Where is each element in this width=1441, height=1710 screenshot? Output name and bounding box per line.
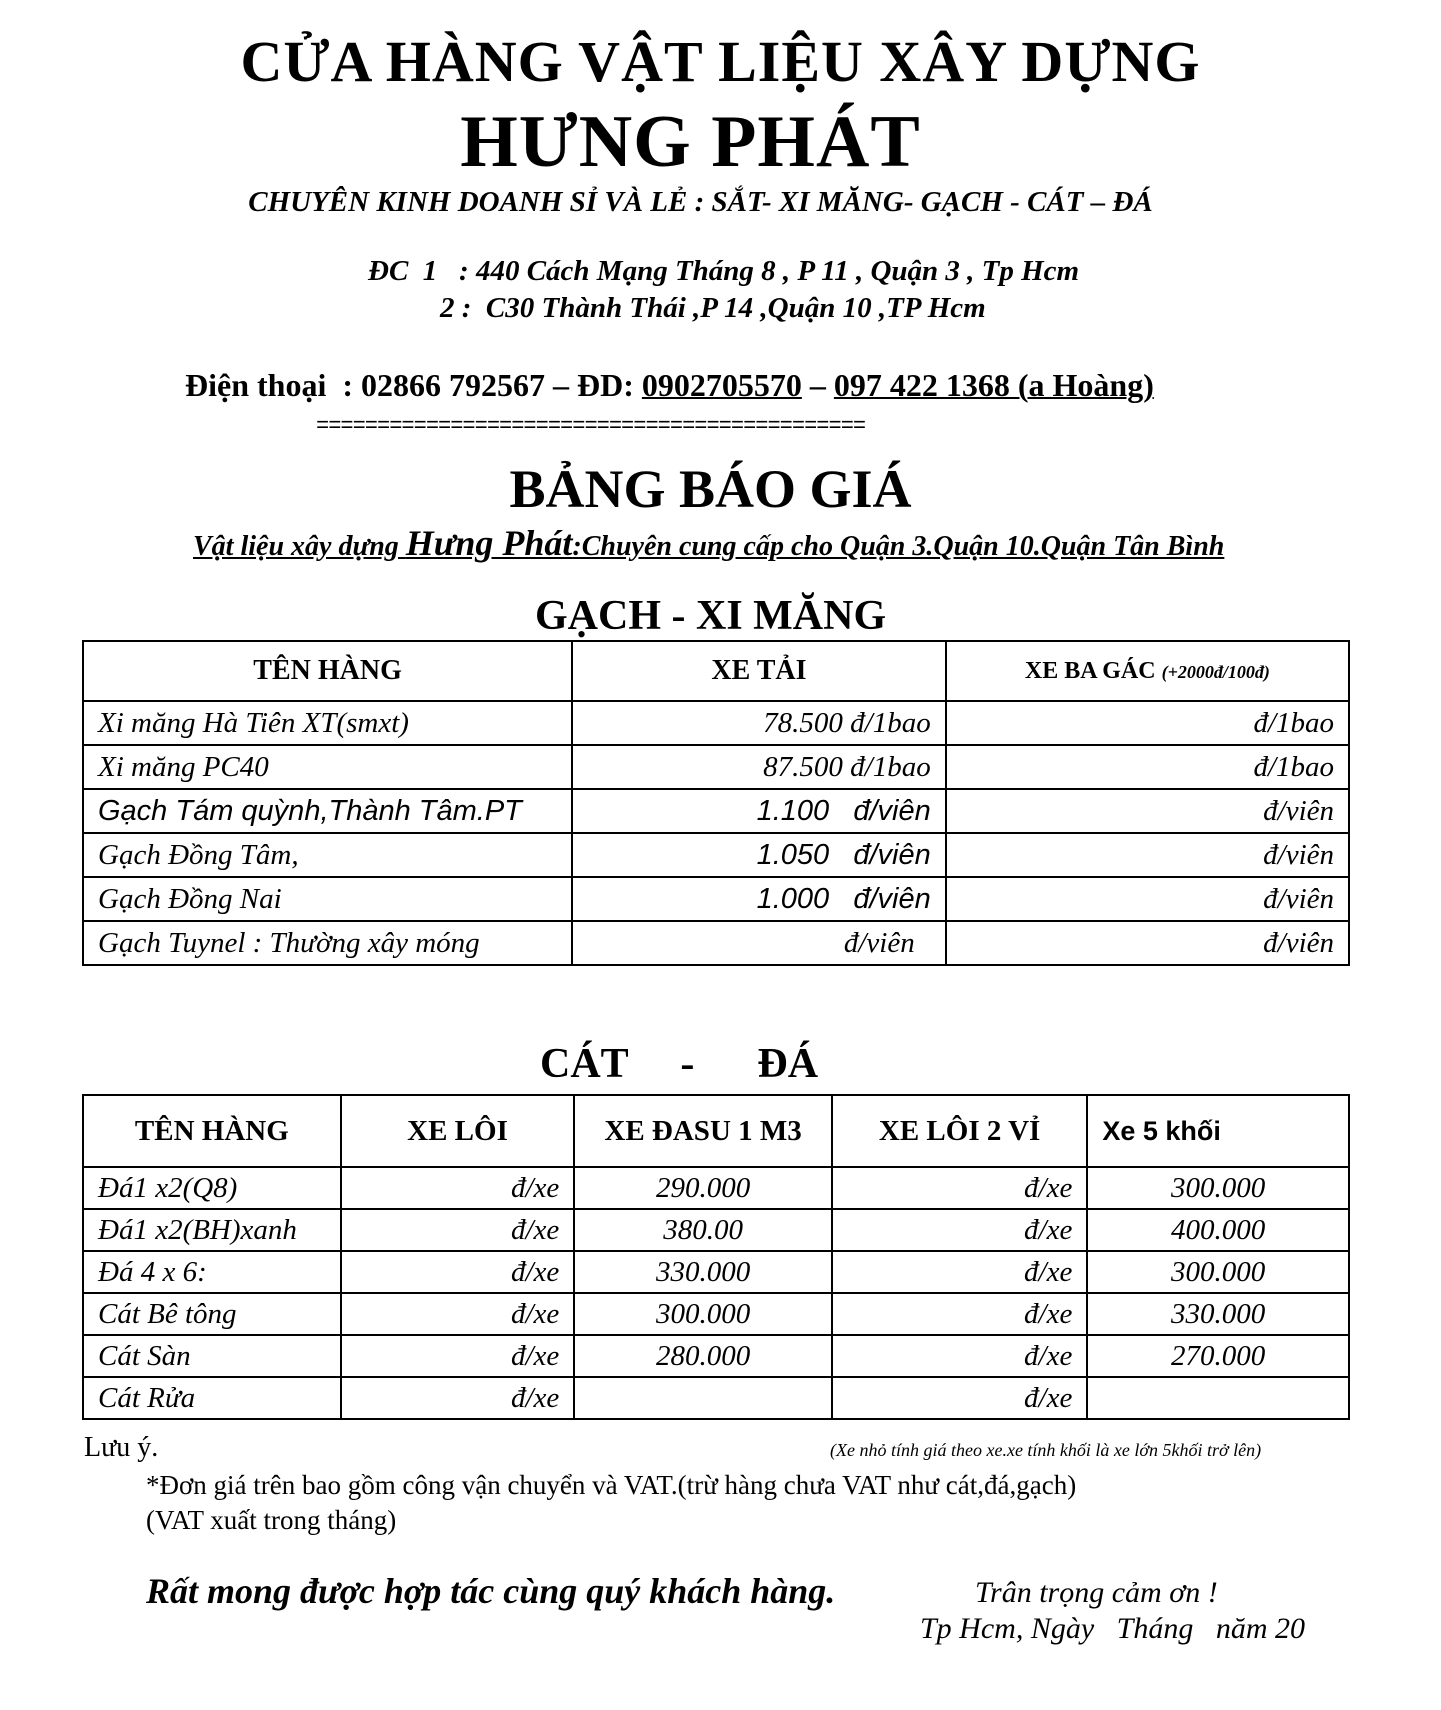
item-name: Cát Bê tông bbox=[83, 1293, 341, 1335]
phone-separator: – bbox=[801, 367, 834, 403]
phone-mobile-2: 097 422 1368 (a Hoàng) bbox=[833, 367, 1154, 403]
col-header-xe-loi-2: XE LÔI 2 VỈ bbox=[832, 1095, 1087, 1167]
phone-line bbox=[185, 367, 1154, 404]
thanks-line: Trân trọng cảm ơn ! bbox=[975, 1576, 1218, 1609]
quote-sub-name: Hưng Phát bbox=[405, 523, 573, 563]
item-name: Đá1 x2(BH)xanh bbox=[83, 1209, 341, 1251]
col-header-xe-loi: XE LÔI bbox=[341, 1095, 575, 1167]
item-name: Đá1 x2(Q8) bbox=[83, 1167, 341, 1209]
note-side: (Xe nhỏ tính giá theo xe.xe tính khối là xe lớn 5khối trở lên) bbox=[830, 1440, 1262, 1460]
date-line: Tp Hcm, Ngày Tháng năm 20 bbox=[920, 1612, 1306, 1645]
item-name: Đá 4 x 6: bbox=[83, 1251, 341, 1293]
item-xe-loi: đ/xe bbox=[341, 1335, 575, 1377]
item-xe-loi: đ/xe bbox=[341, 1209, 575, 1251]
phone-prefix: Điện thoại : 02866 792567 – ĐD: bbox=[185, 367, 642, 403]
item-xe-loi: đ/xe bbox=[341, 1167, 575, 1209]
table-row bbox=[83, 1335, 1349, 1377]
item-name: Cát Rửa bbox=[83, 1377, 341, 1419]
item-name: Xi măng PC40 bbox=[83, 745, 572, 789]
col-header-xe-5: Xe 5 khối bbox=[1087, 1095, 1349, 1167]
table-row bbox=[83, 1167, 1349, 1209]
table-header-row bbox=[83, 1095, 1349, 1167]
item-xe-5: 400.000 bbox=[1087, 1209, 1349, 1251]
tagline: CHUYÊN KINH DOANH SỈ VÀ LẺ : SẮT- XI MĂNG- GẠCH - CÁT – ĐÁ bbox=[248, 186, 1153, 218]
item-xe-dasu: 300.000 bbox=[574, 1293, 832, 1335]
item-truck-price: 1.000 đ/viên bbox=[572, 877, 946, 921]
col-header-truck: XE TẢI bbox=[572, 641, 946, 701]
item-xe-dasu: 280.000 bbox=[574, 1335, 832, 1377]
address-2: 2 : C30 Thành Thái ,P 14 ,Quận 10 ,TP Hcm bbox=[440, 292, 986, 324]
item-xe-dasu: 330.000 bbox=[574, 1251, 832, 1293]
table-row bbox=[83, 921, 1349, 965]
address-1: ĐC 1 : 440 Cách Mạng Tháng 8 , P 11 , Quận 3 , Tp Hcm bbox=[368, 255, 1080, 287]
item-truck-price: 87.500 đ/1bao bbox=[572, 745, 946, 789]
item-name: Cát Sàn bbox=[83, 1335, 341, 1377]
item-xe-loi-2: đ/xe bbox=[832, 1209, 1087, 1251]
item-xe-loi-2: đ/xe bbox=[832, 1251, 1087, 1293]
item-truck-price: 78.500 đ/1bao bbox=[572, 701, 946, 745]
item-xe-loi-2: đ/xe bbox=[832, 1293, 1087, 1335]
col-header-name: TÊN HÀNG bbox=[83, 1095, 341, 1167]
col-header-cart-label: XE BA GÁC bbox=[1024, 657, 1156, 684]
table-row bbox=[83, 789, 1349, 833]
item-truck-price: đ/viên bbox=[572, 921, 946, 965]
item-xe-loi-2: đ/xe bbox=[832, 1335, 1087, 1377]
closing-line: Rất mong được hợp tác cùng quý khách hàng. bbox=[146, 1571, 836, 1611]
item-truck-price: 1.050 đ/viên bbox=[572, 833, 946, 877]
item-xe-loi-2: đ/xe bbox=[832, 1167, 1087, 1209]
item-name: Xi măng Hà Tiên XT(smxt) bbox=[83, 701, 572, 745]
table-row bbox=[83, 1377, 1349, 1419]
table-row bbox=[83, 877, 1349, 921]
quote-subtitle bbox=[193, 522, 1224, 564]
quote-sub-pre: Vật liệu xây dựng bbox=[193, 531, 406, 562]
col-header-cart-note: (+2000đ/100đ) bbox=[1161, 661, 1270, 682]
note-line-1: *Đơn giá trên bao gồm công vận chuyển và VAT.(trừ hàng chưa VAT như cát,đá,gạch) bbox=[146, 1470, 1077, 1500]
col-header-cart bbox=[946, 641, 1349, 701]
table-row bbox=[83, 1251, 1349, 1293]
item-cart-price: đ/viên bbox=[946, 921, 1349, 965]
item-name: Gạch Đồng Tâm, bbox=[83, 833, 572, 877]
item-name: Gạch Tám quỳnh,Thành Tâm.PT bbox=[83, 789, 572, 833]
note-label: Lưu ý. bbox=[84, 1432, 159, 1463]
item-xe-loi: đ/xe bbox=[341, 1293, 575, 1335]
item-xe-5: 300.000 bbox=[1087, 1167, 1349, 1209]
item-cart-price: đ/1bao bbox=[946, 701, 1349, 745]
table-row bbox=[83, 701, 1349, 745]
table-row bbox=[83, 1293, 1349, 1335]
item-cart-price: đ/viên bbox=[946, 833, 1349, 877]
item-xe-loi: đ/xe bbox=[341, 1377, 575, 1419]
item-xe-loi-2: đ/xe bbox=[832, 1377, 1087, 1419]
item-xe-loi: đ/xe bbox=[341, 1251, 575, 1293]
table-row bbox=[83, 833, 1349, 877]
item-cart-price: đ/viên bbox=[946, 877, 1349, 921]
sand-stone-price-table bbox=[82, 1094, 1350, 1420]
item-truck-price: 1.100 đ/viên bbox=[572, 789, 946, 833]
item-name: Gạch Đồng Nai bbox=[83, 877, 572, 921]
item-xe-5 bbox=[1087, 1377, 1349, 1419]
table-row bbox=[83, 1209, 1349, 1251]
item-name: Gạch Tuynel : Thường xây móng bbox=[83, 921, 572, 965]
quote-sub-post: :Chuyên cung cấp cho Quận 3.Quận 10.Quận Tân Bình bbox=[572, 531, 1225, 562]
item-xe-dasu: 380.00 bbox=[574, 1209, 832, 1251]
section-cement-title: GẠCH - XI MĂNG bbox=[535, 593, 887, 639]
item-xe-5: 300.000 bbox=[1087, 1251, 1349, 1293]
store-line: CỬA HÀNG VẬT LIỆU XÂY DỰNG bbox=[240, 29, 1201, 94]
store-name: HƯNG PHÁT bbox=[460, 101, 921, 183]
quote-title: BẢNG BÁO GIÁ bbox=[509, 459, 912, 519]
cement-brick-price-table bbox=[82, 640, 1350, 966]
table-row bbox=[83, 745, 1349, 789]
phone-mobile-1: 0902705570 bbox=[641, 367, 802, 403]
item-xe-5: 330.000 bbox=[1087, 1293, 1349, 1335]
item-cart-price: đ/viên bbox=[946, 789, 1349, 833]
item-xe-dasu bbox=[574, 1377, 832, 1419]
note-line-2: (VAT xuất trong tháng) bbox=[146, 1505, 397, 1535]
item-xe-5: 270.000 bbox=[1087, 1335, 1349, 1377]
col-header-xe-dasu: XE ĐASU 1 M3 bbox=[574, 1095, 832, 1167]
item-xe-dasu: 290.000 bbox=[574, 1167, 832, 1209]
section-sand-stone-title: CÁT - ĐÁ bbox=[540, 1041, 819, 1087]
col-header-name: TÊN HÀNG bbox=[83, 641, 572, 701]
item-cart-price: đ/1bao bbox=[946, 745, 1349, 789]
divider-rule: ============================================= bbox=[316, 414, 866, 439]
table-header-row bbox=[83, 641, 1349, 701]
